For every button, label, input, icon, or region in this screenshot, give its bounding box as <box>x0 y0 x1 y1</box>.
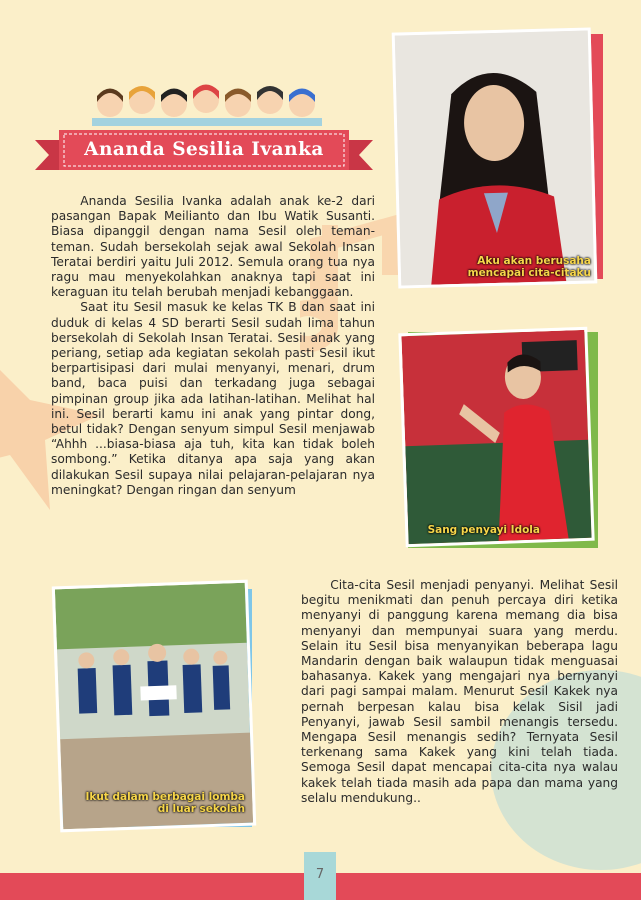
contest-caption-line-2: di luar sekolah <box>157 803 245 815</box>
singer-girl-icon <box>401 330 591 544</box>
paragraph-school: Saat itu Sesil masuk ke kelas TK B dan saat ini duduk di kelas 4 SD berarti Sesil sudah lima tahun bersekolah di Sekolah Insan Teratai. Sesil anak yang periang, setiap ada kegiatan sekolah pasti Sesil ikut berpartisipasi dari mulai menyanyi, menari, drum band, baca puisi dan terkadang juga sebagai pimpinan group jika ada latihan-latihan. Melihat hal ini. Sesil berarti kamu ini anak yang pintar dong, betul tidak? Dengan senyum simpul Sesil menjawab “Ahhh ...biasa-biasa aja tuh, kita kan tidak boleh sombong.” Ketika ditanya apa saja yang akan dilakukan Sesil supaya nilai pelajaran-pelajaran nya meningkat? Dengan ringan dan senyum <box>51 300 375 497</box>
portrait-caption-line-2: mencapai cita-citaku <box>467 267 591 279</box>
kids-illustration-icon <box>92 76 322 126</box>
article-left-column <box>51 194 375 498</box>
contest-photo <box>54 583 259 833</box>
paragraph-intro: Ananda Sesilia Ivanka adalah anak ke-2 dari pasangan Bapak Meilianto dan Ibu Watik Susanti. Biasa dipanggil dengan nama Sesil oleh teman-teman. Sudah bersekolah sejak awal Sekolah Insan Teratai berdiri yaitu Juli 2012. Semula orang tua nya ragu mau menyekolahkan anaknya tapi saat ini keraguan itu telah berubah menjadi kebanggaan. <box>51 194 375 300</box>
portrait-caption-line-1: Aku akan berusaha <box>477 255 591 267</box>
contest-caption-line-1: Ikut dalam berbagai lomba <box>85 791 245 803</box>
paragraph-dream: Cita-cita Sesil menjadi penyanyi. Melihat Sesil begitu menikmati dan penuh percaya diri ketika menyanyi di panggung karena memang dia bisa menyanyi dan mempunyai suara yang merdu. Selain itu Sesil bisa menyanyikan beberapa lagu Mandarin dengan baik walaupun tidak menguasai bahasanya. Kakek yang mengajari nya bernyanyi dari pagi sampai malam. Menurut Sesil Kakek nya pernah berpesan kalau bisa kelak Sisil jadi Penyanyi, jawab Sesil sambil menangis tersedu. Mengapa Sesil menangis sedih? Ternyata Sesil terkenang sama Kakek yang kini telah tiada. Semoga Sesil dapat mencapai cita-cita nya walau kakek telah tiada masih ada papa dan mama yang selalu mendukung.. <box>301 578 618 805</box>
page-title: Ananda Sesilia Ivanka <box>84 139 324 160</box>
page-number: 7 <box>304 852 336 900</box>
article-right-column <box>301 578 618 806</box>
singer-photo <box>398 326 598 548</box>
singer-caption: Sang penyayi Idola <box>427 524 540 536</box>
girl-portrait-icon <box>395 31 594 286</box>
portrait-photo <box>393 30 603 285</box>
